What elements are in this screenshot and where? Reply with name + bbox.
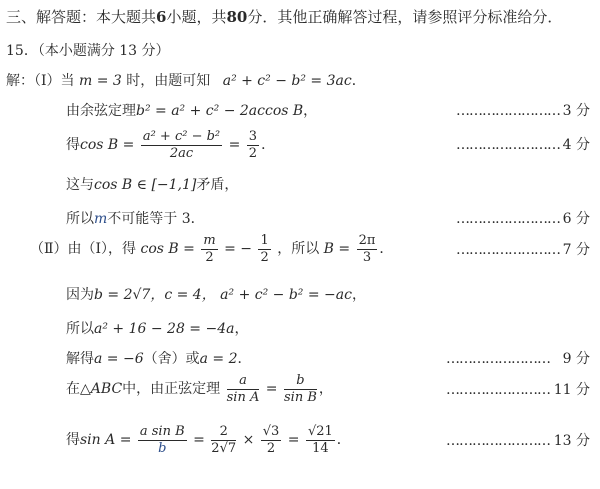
line-1-mid: 时，由题可知 [126,73,211,89]
score-11: 11 分 [553,382,590,398]
fraction-m-over-2 [201,233,217,266]
fraction-cosb [141,129,222,162]
score-dots-5: …………………… [446,351,550,367]
fraction-numerator: 2π [358,232,376,248]
because-label: 因为 [66,287,94,303]
condition-m: m = 3 [78,73,122,89]
fraction-denominator: 2 [248,145,258,161]
score-dots-1: …………………… [456,103,560,119]
b-value: b = 2√7 [94,287,151,303]
triangle-abc: ABC [90,381,123,397]
score-dots-4: …………………… [456,242,560,258]
solve-label: 解得 [66,351,94,367]
comma: ． [351,73,366,89]
solution-line-1 [6,72,366,90]
variable-m: m [94,211,108,227]
fraction-numerator: 1 [260,232,269,248]
solution-line-9 [66,350,252,368]
equation-8: a² + 16 − 28 = −4a [94,321,235,337]
fraction-sqrt21-over-14 [306,424,335,457]
score-6: 6 分 [562,211,590,227]
score-3: 3 分 [562,103,590,119]
de-label: 得 [66,137,80,153]
equals: = [287,432,300,448]
equals: = [193,432,205,448]
fraction-numerator: √3 [262,423,280,439]
fraction-numerator: a [227,373,260,390]
fraction-numerator: m [203,232,216,248]
contradiction-pre: 这与 [66,177,94,193]
question-count: 6 [156,8,167,26]
discard-or: （舍）或 [143,351,200,367]
solution-line-8 [66,320,248,338]
triangle-pre: 在△ [66,381,91,397]
solution-line-10 [66,372,333,406]
fraction-asinb-over-b [138,424,187,457]
contradiction-tail: 矛盾， [196,177,239,193]
line-6-mid: ，所以 [277,241,320,257]
times: × [242,432,255,448]
comma: ， [351,287,366,303]
cosine-law-label: 由余弦定理 [66,103,136,119]
fraction-denominator: 2 [266,440,276,456]
solution-line-6 [30,232,393,266]
period: ． [261,137,276,153]
fraction-denominator: 2 [205,249,214,265]
score-dots-6: …………………… [446,382,550,398]
period: ． [379,241,394,257]
cosine-law-equation: b² = a² + c² − 2accos B [136,103,304,119]
fraction-denominator: 2ac [169,145,194,161]
therefore-label-2: 所以 [66,321,94,337]
fraction-denominator: 3 [362,249,372,265]
fraction-a-over-sina [227,373,260,406]
fraction-numerator: √21 [307,423,333,439]
fraction-numerator: a² + c² − b² [142,128,221,144]
equation-1: a² + c² − b² = 3ac [222,73,352,89]
section-header-tail: 分．其他正确解答过程，请参照评分标准给分． [247,8,563,26]
comma: ， [303,103,318,119]
sina-lhs: sin A = [80,432,132,448]
section-header [6,8,562,26]
score-dots-7: …………………… [446,433,550,449]
fraction-numerator: a sin B [139,423,185,439]
c-value: ，c = 4， [150,287,216,303]
fraction-sqrt3-over-2 [261,424,282,457]
solution-line-7 [66,286,366,304]
fraction-numerator: 2 [211,424,236,441]
solution-line-3 [66,128,275,162]
part-two-label: （Ⅱ）由（Ⅰ），得 [30,241,137,257]
equals: = [265,381,278,397]
solution-line-11 [66,422,351,458]
cosb-lhs: cos B = [80,137,135,153]
de-label-2: 得 [66,432,80,448]
period: ． [336,432,351,448]
cosb-lhs-2: cos B = [140,241,195,257]
score-dots-2: …………………… [456,137,560,153]
cosb-range: cos B ∈ [−1,1] [94,177,197,193]
fraction-denominator: 14 [312,440,329,456]
score-9: 9 分 [562,351,590,367]
fraction-denominator: b [158,440,167,456]
comma: ， [234,321,249,337]
part-one-label: 解：（Ⅰ）当 [6,73,75,89]
fraction-b-over-sinb [284,373,317,406]
period: ． [237,351,252,367]
score-13: 13 分 [553,433,590,449]
problem-title: 15．（本小题满分 13 分） [6,43,170,59]
b-equals: B = [323,241,351,257]
equals: = [228,137,241,153]
comma: ， [318,381,333,397]
fraction-three-halves [247,129,259,162]
score-7: 7 分 [562,242,590,258]
fraction-denominator: 2 [260,249,269,265]
fraction-denominator: sin B [283,389,317,405]
fraction-one-half [258,233,270,266]
fraction-denominator: 2√7 [211,440,237,456]
total-points: 80 [226,8,248,26]
equals-minus: = − [224,241,253,257]
fraction-numerator: b [284,373,317,390]
score-dots-3: …………………… [456,211,560,227]
solution-line-4 [66,176,238,194]
root-2: a = 2 [199,351,238,367]
conclusion-text: 不可能等于 3． [107,211,205,227]
section-header-mid: 小题，共 [166,8,227,26]
solution-line-2 [66,102,317,120]
therefore-label: 所以 [66,211,94,227]
fraction-2-over-2sqrt7 [211,424,236,457]
score-4: 4 分 [562,137,590,153]
fraction-denominator: sin A [226,389,260,405]
sine-law-label: 中，由正弦定理 [122,381,221,397]
fraction-two-pi-over-3 [357,233,378,266]
solution-line-5 [66,210,205,228]
fraction-numerator: 3 [248,128,258,144]
root-1: a = −6 [94,351,144,367]
equation-7: a² + c² − b² = −ac [220,287,352,303]
section-header-text: 三、解答题：本大题共 [6,8,157,26]
